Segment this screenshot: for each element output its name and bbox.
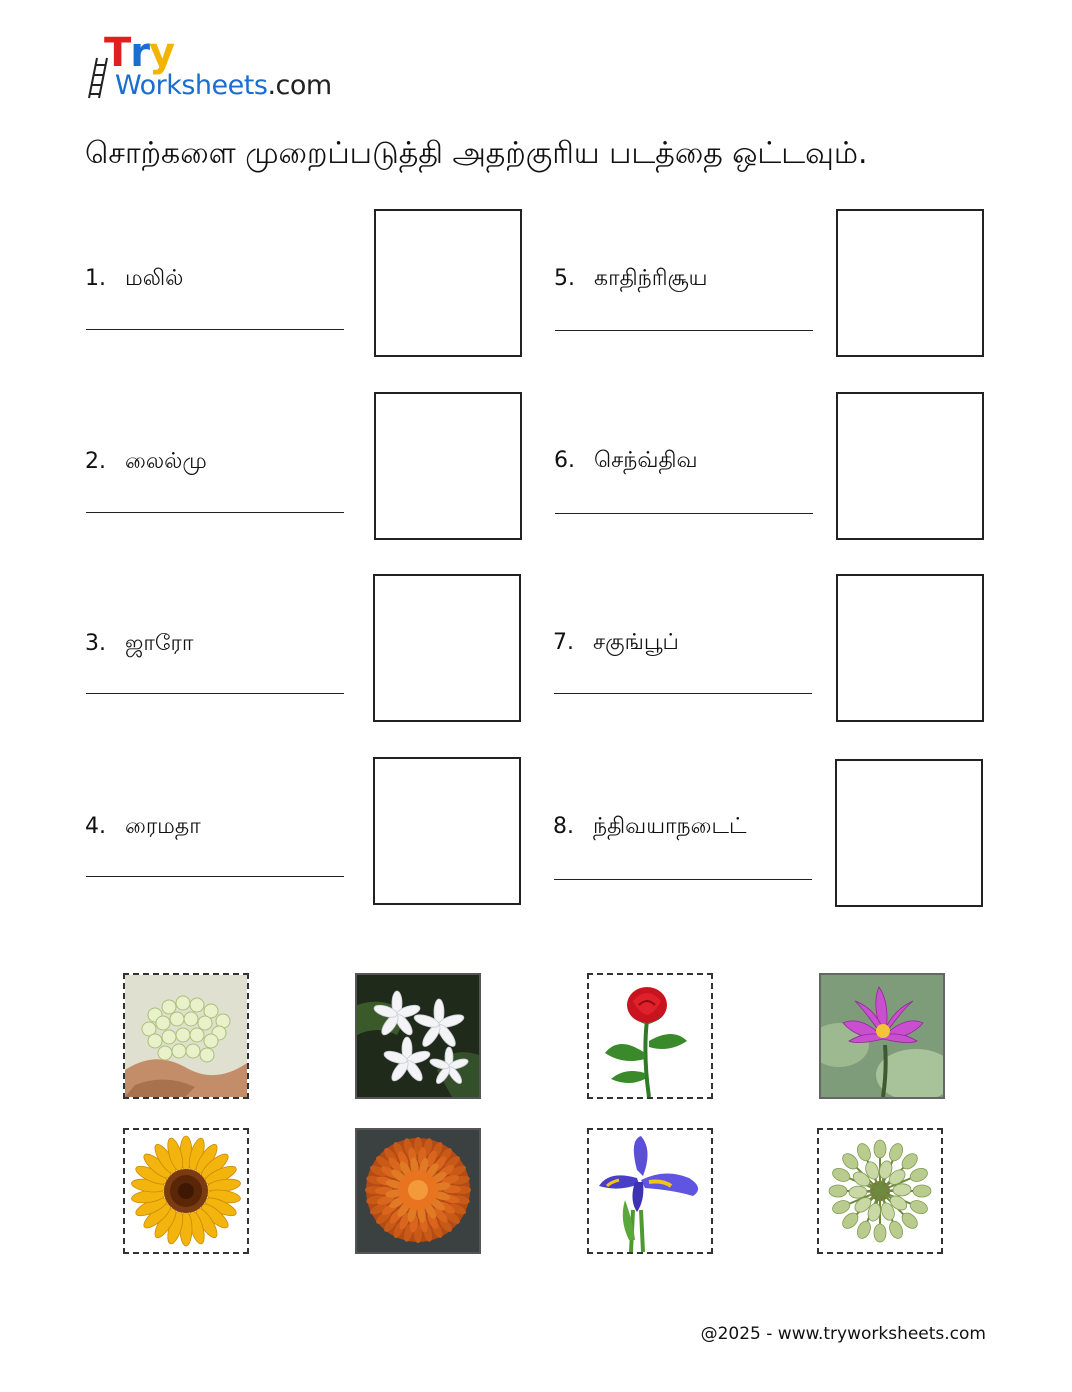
picture-box-5[interactable] bbox=[836, 209, 984, 357]
red-rose-icon bbox=[589, 975, 711, 1097]
item-3: 3. ஜாரோ bbox=[85, 631, 194, 656]
logo-dotcom: .com bbox=[267, 70, 332, 101]
card-red-rose[interactable] bbox=[587, 973, 713, 1099]
picture-box-2[interactable] bbox=[374, 392, 522, 540]
sunflower-icon bbox=[125, 1130, 247, 1252]
lotus-icon bbox=[821, 975, 943, 1097]
logo-worksheets: Worksheets.com bbox=[115, 70, 332, 101]
answer-line-3[interactable] bbox=[86, 693, 344, 694]
answer-line-6[interactable] bbox=[555, 513, 813, 514]
answer-line-4[interactable] bbox=[86, 876, 344, 877]
site-logo bbox=[88, 30, 348, 110]
item-8: 8. ந்திவயாநடைட் bbox=[553, 814, 747, 839]
picture-box-1[interactable] bbox=[374, 209, 522, 357]
item-1: 1. மலில் bbox=[85, 266, 184, 291]
logo-letter: y bbox=[149, 30, 175, 76]
item-7: 7. சகுங்பூப் bbox=[553, 630, 679, 655]
answer-line-1[interactable] bbox=[86, 329, 344, 330]
white-jasmine-icon bbox=[357, 975, 479, 1097]
logo-letter: T bbox=[104, 30, 131, 76]
item-4: 4. ரைமதா bbox=[85, 814, 201, 839]
picture-box-6[interactable] bbox=[836, 392, 984, 540]
card-marigold[interactable] bbox=[355, 1128, 481, 1254]
item-6: 6. செந்வ்திவ bbox=[554, 448, 698, 473]
answer-line-7[interactable] bbox=[554, 693, 812, 694]
answer-line-2[interactable] bbox=[86, 512, 344, 513]
item-5: 5. காதிந்ரிசூய bbox=[554, 266, 708, 291]
card-white-jasmine[interactable] bbox=[355, 973, 481, 1099]
picture-box-7[interactable] bbox=[836, 574, 984, 722]
picture-box-8[interactable] bbox=[835, 759, 983, 907]
logo-letter: r bbox=[130, 30, 150, 76]
card-iris[interactable] bbox=[587, 1128, 713, 1254]
answer-line-8[interactable] bbox=[554, 879, 812, 880]
marigold-icon bbox=[357, 1130, 479, 1252]
card-buds-cluster[interactable] bbox=[817, 1128, 943, 1254]
card-jasmine-bunch[interactable] bbox=[123, 973, 249, 1099]
picture-box-4[interactable] bbox=[373, 757, 521, 905]
copyright-footer: @2025 - www.tryworksheets.com bbox=[700, 1324, 986, 1344]
iris-icon bbox=[589, 1130, 711, 1252]
instructions-title: சொற்களை முறைப்படுத்தி அதற்குரிய படத்தை ஒட்டவும். bbox=[85, 136, 868, 171]
buds-cluster-icon bbox=[819, 1130, 941, 1252]
card-lotus[interactable] bbox=[819, 973, 945, 1099]
item-2: 2. லைல்மு bbox=[85, 449, 207, 474]
picture-box-3[interactable] bbox=[373, 574, 521, 722]
jasmine-bunch-icon bbox=[125, 975, 247, 1097]
answer-line-5[interactable] bbox=[555, 330, 813, 331]
card-sunflower[interactable] bbox=[123, 1128, 249, 1254]
